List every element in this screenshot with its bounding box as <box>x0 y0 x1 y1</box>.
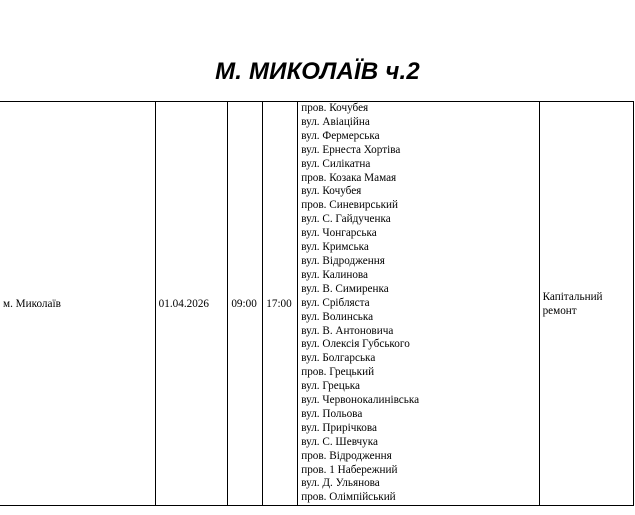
street-item: вул. Силікатна <box>301 157 371 170</box>
street-item: пров. 1 Набережний <box>301 463 398 476</box>
street-item: вул. Фермерська <box>301 129 380 142</box>
street-item: вул. Кримська <box>301 241 369 254</box>
street-item: вул. Срібляста <box>301 296 370 309</box>
street-item: вул. Авіаційна <box>301 115 370 128</box>
street-item: вул. Олексія Губського <box>301 338 410 351</box>
street-item: вул. Волинська <box>301 310 374 323</box>
street-item: вул. Червонокалинівська <box>301 394 420 407</box>
street-item: вул. Ернеста Хортіва <box>301 143 401 156</box>
street-item: пров. Відродження <box>301 449 392 462</box>
time-to-cell: 17:00 <box>263 102 298 506</box>
street-item: пров. Олімпійський <box>301 491 396 504</box>
work-type-line: Капітальний <box>542 290 603 303</box>
page-title: М. МИКОЛАЇВ ч.2 <box>215 58 420 85</box>
street-item: пров. Грецький <box>301 366 375 379</box>
street-item: пров. Синевирський <box>301 199 398 212</box>
street-item: вул. Відродження <box>301 254 385 267</box>
city-cell: м. Миколаїв <box>0 102 155 506</box>
street-item: вул. Прирічкова <box>301 421 377 434</box>
street-item: вул. С. Шевчука <box>301 435 378 448</box>
street-item: пров. Козака Мамая <box>301 171 397 184</box>
street-item: вул. Кочубея <box>301 185 362 198</box>
street-item: пров. Кочубея <box>301 102 369 114</box>
street-item: вул. Польова <box>301 407 363 420</box>
street-item: вул. Болгарська <box>301 352 376 365</box>
work-type-cell <box>539 102 633 506</box>
street-item: вул. В. Антоновича <box>301 324 394 337</box>
work-type-line: ремонт <box>542 304 577 317</box>
street-item: вул. С. Гайдученка <box>301 213 391 226</box>
street-item: вул. В. Симиренка <box>301 282 389 295</box>
street-item: вул. Калинова <box>301 268 369 281</box>
streets-cell <box>298 102 539 506</box>
outage-table <box>0 101 634 506</box>
street-item: вул. Грецька <box>301 380 361 393</box>
street-item: вул. Чонгарська <box>301 227 377 240</box>
date-cell: 01.04.2026 <box>155 102 228 506</box>
street-item: вул. Д. Ульянова <box>301 477 380 490</box>
table-row <box>0 102 634 506</box>
time-from-cell: 09:00 <box>228 102 263 506</box>
